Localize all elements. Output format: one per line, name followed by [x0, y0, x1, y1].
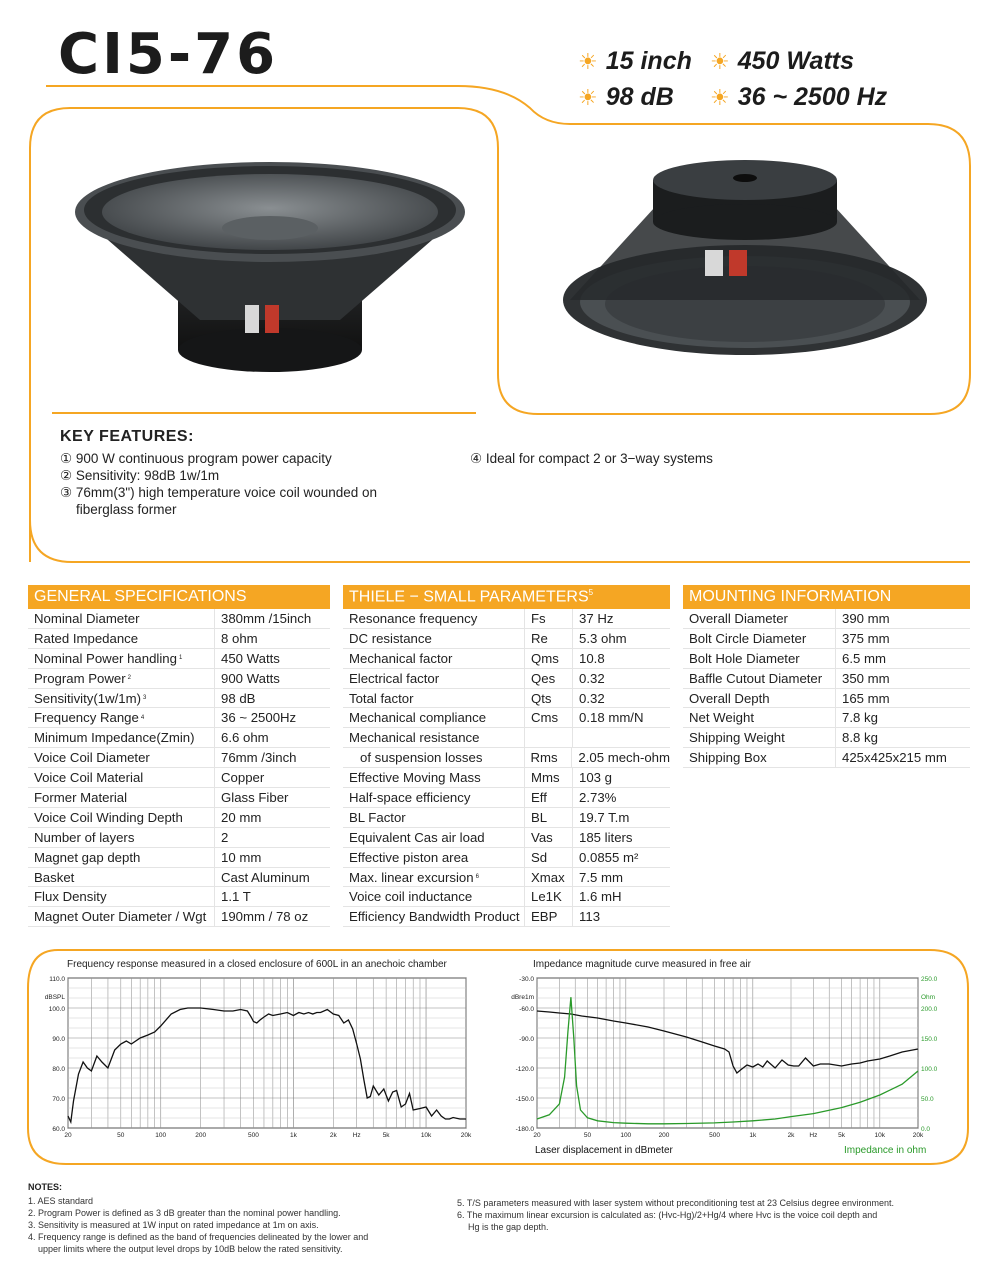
ts-value — [573, 728, 579, 747]
highlight-power-text: 450 Watts — [737, 47, 854, 75]
x-tick-label: 100 — [155, 1132, 167, 1139]
x-tick-label: 2k — [787, 1132, 795, 1139]
spec-row — [28, 808, 330, 828]
ts-label-text: Effective piston area — [349, 849, 469, 865]
x-tick-label: 1k — [749, 1132, 757, 1139]
mount-label: Baffle Cutout Diameter — [683, 669, 836, 688]
spec-label-text: Basket — [34, 869, 75, 885]
ts-value: 10.8 — [579, 650, 605, 666]
ts-symbol: EBP — [525, 907, 573, 926]
ts-value: 2.05 mech-ohm — [578, 750, 670, 766]
spec-row — [28, 768, 330, 788]
spec-value: 380mm /15inch — [221, 610, 312, 626]
mount-label: Net Weight — [683, 708, 836, 727]
note-4: 4. Frequency range is defined as the band of frequencies delineated by the lower and — [28, 1232, 369, 1242]
spec-label-text: Magnet Outer Diameter / Wgt — [34, 909, 207, 925]
spec-row — [28, 848, 330, 868]
x-tick-label: 100 — [620, 1132, 632, 1139]
ts-value: 5.3 ohm — [579, 630, 627, 646]
spec-label — [28, 649, 215, 668]
ts-symbol: Xmax — [525, 868, 573, 887]
ts-symbol: BL — [525, 808, 573, 827]
y-tick-label: 90.0 — [52, 1036, 65, 1043]
y-tick-label: -30.0 — [519, 976, 534, 983]
spec-label — [28, 808, 215, 827]
legend-laser: Laser displacement in dBmeter — [535, 1145, 673, 1156]
spec-label-text: Rated Impedance — [34, 630, 139, 646]
mount-label: Shipping Box — [683, 748, 836, 767]
y-tick-label: -150.0 — [515, 1096, 534, 1103]
ts-value: 0.0855 m² — [579, 849, 639, 865]
highlight-sensitivity-text: 98 dB — [605, 83, 674, 111]
key-feature-1: ① 900 W continuous program power capacity — [60, 451, 332, 466]
footnote-ref: 2 — [127, 675, 131, 682]
spec-label — [28, 828, 215, 847]
x-tick-label: 20 — [533, 1132, 541, 1139]
ts-symbol: Qes — [525, 669, 573, 688]
spec-value: 2 — [221, 829, 229, 845]
plot-area — [68, 978, 466, 1128]
spec-value: 10 mm — [221, 849, 262, 865]
spec-label — [28, 748, 215, 767]
ts-symbol: Vas — [525, 828, 573, 847]
spec-row — [28, 629, 330, 649]
spec-row — [683, 629, 970, 649]
general-specifications — [28, 585, 330, 927]
y2-axis-label: Ohm — [921, 994, 936, 1001]
spec-value: 450 Watts — [221, 650, 280, 666]
spec-value: 76mm /3inch — [221, 750, 297, 766]
spec-row — [683, 708, 970, 728]
ts-value: 0.32 — [579, 690, 605, 706]
key-feature-3-cont: fiberglass former — [76, 502, 177, 517]
key-feature-4: ④ Ideal for compact 2 or 3−way systems — [470, 451, 713, 466]
ts-label-text: Efficiency Bandwidth Product — [349, 909, 520, 925]
spec-row — [683, 728, 970, 748]
ts-value: 7.5 mm — [579, 869, 623, 885]
y-tick-label: -120.0 — [515, 1066, 534, 1073]
note-6: 6. The maximum linear excursion is calculated as: (Hvc-Hg)/2+Hg/4 where Hvc is the voice coil depth and — [457, 1210, 878, 1220]
highlight-frequency-text: 36 ~ 2500 Hz — [737, 83, 888, 111]
x-tick-label: 5k — [382, 1132, 390, 1139]
ts-label — [343, 788, 525, 807]
y-tick-label: -90.0 — [519, 1036, 534, 1043]
fr-chart-title: Frequency response measured in a closed enclosure of 600L in an anechoic chamber — [67, 959, 447, 970]
ts-value: 0.18 mm/N — [579, 710, 644, 726]
ts-label-text: Resonance frequency — [349, 610, 478, 626]
y2-tick-label: 50.0 — [921, 1096, 934, 1103]
y2-tick-label: 200.0 — [921, 1006, 938, 1013]
sun-icon: ☀ — [710, 84, 730, 110]
ts-label-text: Mechanical resistance — [349, 730, 480, 746]
spec-value: Glass Fiber — [221, 789, 289, 805]
spec-label — [28, 669, 215, 688]
spec-row — [28, 689, 330, 709]
spec-row — [343, 669, 670, 689]
spec-row — [28, 669, 330, 689]
spec-row — [28, 887, 330, 907]
spec-row — [343, 768, 670, 788]
y2-tick-label: 100.0 — [921, 1066, 938, 1073]
footnote-ref: 6 — [475, 874, 479, 881]
spec-row — [28, 868, 330, 888]
y-tick-label: -60.0 — [519, 1006, 534, 1013]
x-tick-label: 200 — [195, 1132, 207, 1139]
spec-row — [28, 609, 330, 629]
notes-title: NOTES: — [28, 1182, 63, 1192]
ts-value: 2.73% — [579, 789, 617, 805]
footnote-ref: 1 — [178, 655, 183, 662]
ts-value: 0.32 — [579, 670, 605, 686]
spec-row — [683, 669, 970, 689]
ts-value: 37 Hz — [579, 610, 614, 626]
note-2: 2. Program Power is defined as 3 dB greater than the nominal power handling. — [28, 1208, 341, 1218]
ts-label — [343, 708, 525, 727]
y-axis-label: dBSPL — [44, 994, 65, 1001]
frequency-response-chart — [36, 970, 476, 1145]
spec-value: Copper — [221, 770, 265, 786]
spec-row — [28, 828, 330, 848]
mount-value: 7.8 kg — [842, 710, 878, 726]
ts-label-text: of suspension losses — [349, 750, 483, 766]
ts-symbol: Fs — [525, 609, 573, 628]
mount-label: Shipping Weight — [683, 728, 836, 747]
sun-icon: ☀ — [578, 84, 598, 110]
ts-label — [343, 649, 525, 668]
ts-label-text: Voice coil inductance — [349, 889, 473, 905]
ts-label-text: Electrical factor — [349, 670, 440, 686]
y2-tick-label: 250.0 — [921, 976, 938, 983]
spec-row — [683, 649, 970, 669]
ts-value: 185 liters — [579, 829, 633, 845]
spec-label — [28, 728, 215, 747]
spec-label-text: Flux Density — [34, 889, 107, 905]
thiele-small-note: 5 — [588, 588, 594, 597]
spec-row — [28, 907, 330, 927]
spec-value: 190mm / 78 oz — [221, 909, 309, 925]
ts-symbol: Eff — [525, 788, 573, 807]
ts-symbol: Sd — [525, 848, 573, 867]
ts-label — [343, 828, 525, 847]
mount-value: 425x425x215 mm — [842, 750, 947, 766]
thiele-small-rows — [343, 609, 670, 927]
spec-row — [343, 629, 670, 649]
spec-row — [343, 649, 670, 669]
spec-label-text: Magnet gap depth — [34, 849, 141, 865]
ts-symbol: Cms — [525, 708, 573, 727]
note-1: 1. AES standard — [28, 1196, 94, 1206]
spec-row — [28, 748, 330, 768]
spec-row — [343, 907, 670, 927]
spec-row — [28, 649, 330, 669]
y-tick-label: 80.0 — [52, 1066, 65, 1073]
ts-label-text: Mechanical compliance — [349, 710, 487, 726]
mount-value: 350 mm — [842, 670, 890, 686]
plot-area — [537, 978, 918, 1128]
spec-row — [28, 788, 330, 808]
mounting-header: MOUNTING INFORMATION — [683, 585, 970, 609]
spec-label-text: Frequency Range — [34, 710, 139, 726]
spec-label-text: Nominal Power handling — [34, 650, 177, 666]
spec-label — [28, 708, 215, 727]
x-tick-label: 500 — [709, 1132, 720, 1139]
y-tick-label: 110.0 — [49, 976, 65, 983]
x-tick-label: 5k — [838, 1132, 845, 1139]
footnote-ref: 3 — [143, 695, 147, 701]
spec-label-text: Minimum Impedance(Zmin) — [34, 730, 195, 746]
ts-label-text: Half-space efficiency — [349, 789, 471, 805]
x-tick-label: 200 — [658, 1132, 670, 1139]
spec-label — [28, 689, 215, 708]
x-tick-label: 1k — [289, 1132, 297, 1139]
spec-value: 900 Watts — [221, 670, 280, 686]
thiele-small-title: THIELE − SMALL PARAMETERS — [349, 588, 589, 606]
note-5: 5. T/S parameters measured with laser system without preconditioning test at 23 Celsius degree environment. — [457, 1198, 895, 1208]
ts-label — [343, 609, 525, 628]
spec-row — [683, 609, 970, 629]
mount-label: Bolt Circle Diameter — [683, 629, 836, 648]
spec-row — [28, 728, 330, 748]
x-tick-label: 2k — [329, 1132, 337, 1139]
spec-label-text: Sensitivity(1w/1m) — [34, 690, 141, 706]
spec-value: 6.6 ohm — [221, 730, 269, 746]
spec-row — [683, 748, 970, 768]
spec-row — [343, 788, 670, 808]
spec-value: 1.1 T — [221, 889, 251, 905]
spec-label-text: Former Material — [34, 789, 128, 805]
thiele-small-parameters — [343, 585, 670, 927]
ts-label-text: BL Factor — [349, 809, 406, 825]
note-4-cont: upper limits where the output level drops by 10dB below the rated sensitivity. — [38, 1244, 343, 1254]
ts-symbol: Re — [525, 629, 573, 648]
ts-label — [343, 768, 525, 787]
spec-row — [343, 848, 670, 868]
spec-value: 36 ~ 2500Hz — [221, 710, 297, 726]
x-tick-label: 10k — [420, 1132, 432, 1139]
mounting-information — [683, 585, 970, 768]
mount-value: 8.8 kg — [842, 730, 878, 746]
spec-row — [343, 887, 670, 907]
x-tick-label: 20k — [912, 1132, 924, 1139]
spec-row — [343, 748, 670, 768]
ts-label — [343, 907, 525, 926]
ts-symbol — [525, 728, 573, 747]
spec-row — [343, 609, 670, 629]
general-specs-rows — [28, 609, 330, 927]
ts-value: 103 g — [579, 770, 613, 786]
ts-label — [343, 728, 525, 747]
speaker-front-image — [70, 150, 470, 380]
mount-value: 375 mm — [842, 630, 890, 646]
mount-value: 165 mm — [842, 690, 890, 706]
key-features-title: KEY FEATURES: — [60, 428, 194, 445]
speaker-rear-image — [555, 152, 935, 372]
spec-row — [343, 728, 670, 748]
ts-symbol: Qts — [525, 689, 573, 708]
note-3: 3. Sensitivity is measured at 1W input on rated impedance at 1m on axis. — [28, 1220, 319, 1230]
spec-row — [343, 689, 670, 709]
x-tick-label: 50 — [117, 1132, 125, 1139]
key-feature-2: ② Sensitivity: 98dB 1w/1m — [60, 468, 220, 483]
x-tick-label: 50 — [583, 1132, 592, 1139]
y2-tick-label: 0.0 — [921, 1126, 931, 1133]
y-tick-label: -180.0 — [515, 1126, 534, 1133]
ts-label-text: Max. linear excursion — [349, 869, 474, 885]
spec-label-text: Voice Coil Winding Depth — [34, 809, 183, 825]
spec-label-text: Nominal Diameter — [34, 610, 140, 626]
y-tick-label: 60.0 — [52, 1126, 65, 1133]
ts-label-text: Mechanical factor — [349, 650, 453, 666]
x-tick-label: 500 — [248, 1132, 259, 1139]
spec-row — [683, 689, 970, 709]
y-axis-label: dBre1m — [511, 994, 534, 1001]
spec-label — [28, 629, 215, 648]
spec-label — [28, 609, 215, 628]
sun-icon: ☀ — [578, 48, 598, 74]
ts-value: 1.6 mH — [579, 889, 622, 905]
ts-label-text: Effective Moving Mass — [349, 770, 481, 786]
spec-value: Cast Aluminum — [221, 869, 310, 885]
ts-label — [343, 689, 525, 708]
y2-tick-label: 150.0 — [921, 1036, 938, 1043]
x-tick-label: 20 — [64, 1132, 72, 1139]
spec-label-text: Number of layers — [34, 829, 135, 845]
spec-label — [28, 848, 215, 867]
spec-label-text: Program Power — [34, 670, 126, 686]
spec-label-text: Voice Coil Diameter — [34, 750, 150, 766]
x-tick-label: 20k — [460, 1132, 472, 1139]
x-tick-label: Hz — [809, 1132, 818, 1139]
spec-row — [343, 828, 670, 848]
legend-impedance: Impedance in ohm — [844, 1145, 927, 1156]
ts-value: 19.7 T.m — [579, 809, 630, 825]
ts-label — [343, 629, 525, 648]
y-tick-label: 70.0 — [52, 1096, 65, 1103]
ts-label-text: Total factor — [349, 690, 414, 706]
ts-symbol: Mms — [525, 768, 573, 787]
ts-label-text: Equivalent Cas air load — [349, 829, 485, 845]
ts-label — [343, 887, 525, 906]
mount-label: Bolt Hole Diameter — [683, 649, 836, 668]
ts-symbol: Le1K — [525, 887, 573, 906]
mount-value: 390 mm — [842, 610, 890, 626]
spec-row — [343, 868, 670, 888]
spec-label — [28, 768, 215, 787]
spec-label — [28, 868, 215, 887]
general-specs-header: GENERAL SPECIFICATIONS — [28, 585, 330, 609]
x-tick-label: Hz — [352, 1132, 361, 1139]
highlight-size-text: 15 inch — [605, 47, 692, 75]
sun-icon: ☀ — [710, 48, 730, 74]
x-tick-label: 10k — [874, 1132, 886, 1139]
ts-label — [343, 748, 525, 767]
footnote-ref: 4 — [140, 714, 145, 721]
spec-value: 20 mm — [221, 809, 262, 825]
mount-value: 6.5 mm — [842, 650, 886, 666]
ts-symbol: Qms — [525, 649, 573, 668]
y-tick-label: 100.0 — [48, 1006, 65, 1013]
mount-label: Overall Depth — [683, 689, 836, 708]
ts-symbol: Rms — [525, 748, 573, 767]
ts-label — [343, 669, 525, 688]
spec-label — [28, 907, 215, 926]
model-title: CI5-76 — [58, 22, 279, 87]
ts-value: 113 — [579, 909, 601, 925]
spec-row — [343, 708, 670, 728]
ts-label — [343, 868, 525, 887]
spec-label — [28, 887, 215, 906]
ts-label-text: DC resistance — [349, 630, 432, 646]
key-feature-3: ③ 76mm(3") high temperature voice coil wounded on — [60, 485, 378, 500]
spec-label-text: Voice Coil Material — [34, 770, 144, 786]
mount-label: Overall Diameter — [683, 609, 836, 628]
spec-row — [28, 708, 330, 728]
spec-row — [343, 808, 670, 828]
imp-chart-title: Impedance magnitude curve measured in free air — [533, 959, 751, 970]
note-6-cont: Hg is the gap depth. — [468, 1222, 549, 1232]
ts-label — [343, 808, 525, 827]
thiele-small-header — [343, 585, 670, 609]
spec-label — [28, 788, 215, 807]
mounting-rows — [683, 609, 970, 768]
spec-value: 8 ohm — [221, 630, 258, 646]
spec-value: 98 dB — [221, 690, 256, 706]
impedance-chart — [505, 970, 950, 1145]
ts-label — [343, 848, 525, 867]
